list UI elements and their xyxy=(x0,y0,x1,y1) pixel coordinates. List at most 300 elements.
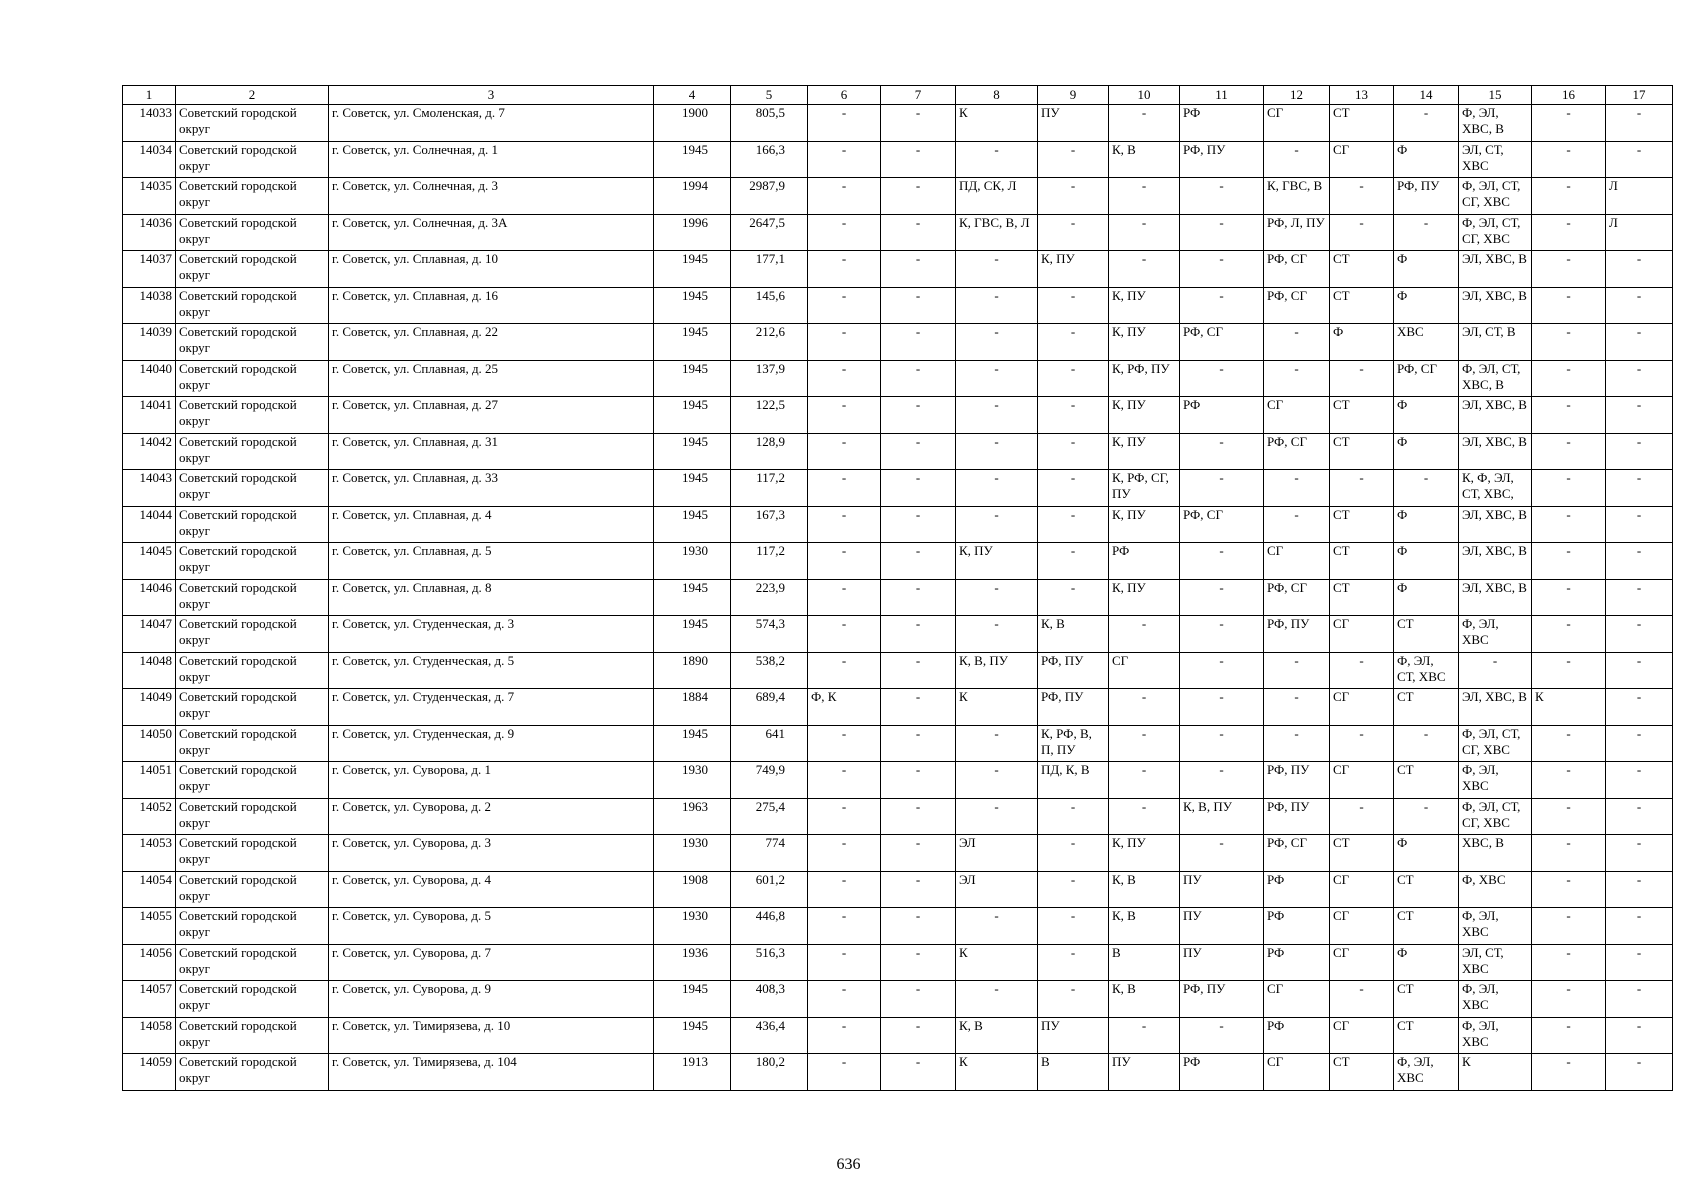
table-cell: г. Советск, ул. Суворова, д. 3 xyxy=(329,835,654,872)
table-row xyxy=(123,214,1673,251)
table-row xyxy=(123,579,1673,616)
table-cell: - xyxy=(1606,543,1673,580)
table-cell: г. Советск, ул. Сплавная, д. 22 xyxy=(329,324,654,361)
table-cell: - xyxy=(1606,470,1673,507)
table-cell: - xyxy=(956,506,1038,543)
table-cell: - xyxy=(956,725,1038,762)
table-cell: - xyxy=(1532,908,1606,945)
table-cell: ЭЛ, ХВС, В xyxy=(1459,433,1532,470)
table-cell: - xyxy=(1109,1017,1180,1054)
table-cell: г. Советск, ул. Сплавная, д. 10 xyxy=(329,251,654,288)
table-cell: К xyxy=(956,105,1038,142)
table-cell: - xyxy=(1180,579,1264,616)
table-cell: - xyxy=(808,908,881,945)
table-cell: Ф, ЭЛ, СТ, СГ, ХВС xyxy=(1459,798,1532,835)
table-row xyxy=(123,105,1673,142)
table-cell: - xyxy=(1330,178,1394,215)
table-row xyxy=(123,944,1673,981)
table-cell: 749,9 xyxy=(731,762,808,799)
table-cell: - xyxy=(1038,360,1109,397)
table-cell: - xyxy=(1180,1017,1264,1054)
table-cell: - xyxy=(1394,798,1459,835)
column-header: 11 xyxy=(1180,86,1264,105)
table-cell: 2647,5 xyxy=(731,214,808,251)
table-cell: РФ xyxy=(1264,871,1330,908)
table-cell: ЭЛ, ХВС, В xyxy=(1459,506,1532,543)
table-cell: 14049 xyxy=(123,689,176,726)
table-cell: РФ, СГ xyxy=(1264,433,1330,470)
table-cell: 14046 xyxy=(123,579,176,616)
table-cell: СГ xyxy=(1330,141,1394,178)
table-cell: - xyxy=(1180,433,1264,470)
table-cell: РФ, ПУ xyxy=(1394,178,1459,215)
table-cell: - xyxy=(1038,908,1109,945)
table-row xyxy=(123,652,1673,689)
table-cell: г. Советск, ул. Суворова, д. 9 xyxy=(329,981,654,1018)
table-cell: - xyxy=(808,944,881,981)
table-cell: 117,2 xyxy=(731,470,808,507)
table-row xyxy=(123,725,1673,762)
table-cell: РФ, СГ xyxy=(1264,287,1330,324)
table-cell: г. Советск, ул. Студенческая, д. 3 xyxy=(329,616,654,653)
table-cell: - xyxy=(956,798,1038,835)
table-cell: Советский городской округ xyxy=(176,981,329,1018)
table-cell: г. Советск, ул. Сплавная, д. 4 xyxy=(329,506,654,543)
table-cell: 538,2 xyxy=(731,652,808,689)
table-cell: - xyxy=(1532,1054,1606,1091)
table-cell: Советский городской округ xyxy=(176,762,329,799)
table-cell: - xyxy=(1180,543,1264,580)
table-cell: - xyxy=(956,579,1038,616)
table-cell: 1963 xyxy=(654,798,731,835)
table-cell: 137,9 xyxy=(731,360,808,397)
table-cell: СТ xyxy=(1330,1054,1394,1091)
table-cell: - xyxy=(956,981,1038,1018)
table-cell: - xyxy=(881,981,956,1018)
table-cell: СТ xyxy=(1394,616,1459,653)
column-header: 2 xyxy=(176,86,329,105)
table-cell: СТ xyxy=(1330,579,1394,616)
table-cell: 223,9 xyxy=(731,579,808,616)
table-cell: ПУ xyxy=(1038,1017,1109,1054)
table-cell: - xyxy=(1264,689,1330,726)
table-cell: - xyxy=(1038,287,1109,324)
table-cell: - xyxy=(1109,616,1180,653)
table-cell: - xyxy=(808,981,881,1018)
table-cell: ПУ xyxy=(1180,908,1264,945)
table-cell: 1945 xyxy=(654,141,731,178)
table-cell: - xyxy=(881,543,956,580)
table-cell: Ф xyxy=(1394,287,1459,324)
table-cell: - xyxy=(1038,506,1109,543)
table-cell: Ф xyxy=(1394,433,1459,470)
table-cell: К, ПУ xyxy=(1109,433,1180,470)
table-cell: 1945 xyxy=(654,981,731,1018)
table-cell: 14038 xyxy=(123,287,176,324)
table-cell: - xyxy=(881,178,956,215)
table-cell: Ф, ЭЛ, СТ, СГ, ХВС xyxy=(1459,214,1532,251)
table-cell: г. Советск, ул. Суворова, д. 4 xyxy=(329,871,654,908)
table-cell: 14051 xyxy=(123,762,176,799)
table-cell: - xyxy=(1109,762,1180,799)
table-cell: 1930 xyxy=(654,543,731,580)
table-cell: СГ xyxy=(1264,543,1330,580)
table-cell: 601,2 xyxy=(731,871,808,908)
table-cell: СТ xyxy=(1394,689,1459,726)
table-cell: СГ xyxy=(1264,397,1330,434)
table-cell: 14041 xyxy=(123,397,176,434)
table-cell: 1994 xyxy=(654,178,731,215)
table-cell: - xyxy=(808,835,881,872)
table-cell: Ф, К xyxy=(808,689,881,726)
table-cell: - xyxy=(1532,178,1606,215)
table-cell: г. Советск, ул. Солнечная, д. 1 xyxy=(329,141,654,178)
table-cell: РФ, ПУ xyxy=(1038,689,1109,726)
table-cell: 145,6 xyxy=(731,287,808,324)
table-cell: 1945 xyxy=(654,579,731,616)
table-cell: - xyxy=(1038,470,1109,507)
table-cell: - xyxy=(1180,835,1264,872)
table-cell: Советский городской округ xyxy=(176,1017,329,1054)
table-cell: - xyxy=(881,871,956,908)
table-cell: - xyxy=(1264,725,1330,762)
table-cell: г. Советск, ул. Студенческая, д. 5 xyxy=(329,652,654,689)
table-row xyxy=(123,470,1673,507)
table-cell: - xyxy=(1109,251,1180,288)
table-cell: - xyxy=(1330,652,1394,689)
table-cell: - xyxy=(1606,616,1673,653)
table-cell: - xyxy=(808,1054,881,1091)
table-cell: Советский городской округ xyxy=(176,360,329,397)
table-cell: 166,3 xyxy=(731,141,808,178)
table-cell: - xyxy=(1532,287,1606,324)
table-cell: 14059 xyxy=(123,1054,176,1091)
table-cell: - xyxy=(1038,981,1109,1018)
table-cell: РФ, ПУ xyxy=(1038,652,1109,689)
table-cell: - xyxy=(1109,178,1180,215)
column-header: 10 xyxy=(1109,86,1180,105)
column-header: 9 xyxy=(1038,86,1109,105)
table-cell: 2987,9 xyxy=(731,178,808,215)
table-row xyxy=(123,178,1673,215)
table-cell: ПД, СК, Л xyxy=(956,178,1038,215)
table-cell: - xyxy=(1038,214,1109,251)
table-cell: - xyxy=(808,214,881,251)
table-cell: 14042 xyxy=(123,433,176,470)
table-cell: Советский городской округ xyxy=(176,324,329,361)
table-cell: - xyxy=(956,251,1038,288)
table-cell: - xyxy=(808,543,881,580)
table-cell: Л xyxy=(1606,178,1673,215)
table-cell: - xyxy=(1264,324,1330,361)
table-cell: Советский городской округ xyxy=(176,251,329,288)
table-cell: - xyxy=(881,652,956,689)
table-cell: К, ПУ xyxy=(1109,287,1180,324)
table-cell: - xyxy=(1038,141,1109,178)
table-cell: К, РФ, В, П, ПУ xyxy=(1038,725,1109,762)
table-cell: - xyxy=(1180,214,1264,251)
table-cell: Советский городской округ xyxy=(176,214,329,251)
table-cell: Советский городской округ xyxy=(176,506,329,543)
table-cell: - xyxy=(1606,1054,1673,1091)
table-cell: РФ, ПУ xyxy=(1264,616,1330,653)
table-cell: К, ПУ xyxy=(956,543,1038,580)
table-cell: - xyxy=(1180,725,1264,762)
table-cell: - xyxy=(1180,287,1264,324)
table-cell: К, В, ПУ xyxy=(956,652,1038,689)
table-cell: 516,3 xyxy=(731,944,808,981)
table-header xyxy=(123,86,1673,105)
table-cell: РФ xyxy=(1180,1054,1264,1091)
table-cell: г. Советск, ул. Тимирязева, д. 104 xyxy=(329,1054,654,1091)
table-cell: - xyxy=(1532,470,1606,507)
table-cell: К, В, ПУ xyxy=(1180,798,1264,835)
table-cell: РФ, СГ xyxy=(1180,324,1264,361)
table-cell: 1945 xyxy=(654,360,731,397)
table-cell: 446,8 xyxy=(731,908,808,945)
table-cell: РФ xyxy=(1264,908,1330,945)
table-cell: - xyxy=(1394,725,1459,762)
table-cell: Ф xyxy=(1330,324,1394,361)
table-row xyxy=(123,908,1673,945)
table-cell: 1945 xyxy=(654,324,731,361)
table-cell: - xyxy=(1532,981,1606,1018)
table-row xyxy=(123,835,1673,872)
table-cell: ПУ xyxy=(1109,1054,1180,1091)
table-cell: СГ xyxy=(1330,944,1394,981)
table-cell: - xyxy=(1532,725,1606,762)
table-cell: ЭЛ xyxy=(956,835,1038,872)
table-cell: Советский городской округ xyxy=(176,178,329,215)
table-cell: 128,9 xyxy=(731,433,808,470)
column-header: 15 xyxy=(1459,86,1532,105)
table-cell: - xyxy=(1038,835,1109,872)
table-cell: - xyxy=(1038,543,1109,580)
table-cell: СТ xyxy=(1394,908,1459,945)
column-header: 5 xyxy=(731,86,808,105)
table-cell: СТ xyxy=(1394,981,1459,1018)
table-cell: ПУ xyxy=(1180,944,1264,981)
table-cell: К, В xyxy=(1109,141,1180,178)
table-body xyxy=(123,105,1673,1091)
table-cell: РФ, Л, ПУ xyxy=(1264,214,1330,251)
table-cell: К xyxy=(956,689,1038,726)
column-header: 7 xyxy=(881,86,956,105)
table-cell: - xyxy=(956,908,1038,945)
table-cell: - xyxy=(1606,689,1673,726)
table-cell: РФ, СГ xyxy=(1180,506,1264,543)
table-cell: Ф, ЭЛ, СТ, ХВС xyxy=(1394,652,1459,689)
table-cell: - xyxy=(956,470,1038,507)
table-cell: - xyxy=(1330,725,1394,762)
table-cell: - xyxy=(808,251,881,288)
table-cell: Советский городской округ xyxy=(176,141,329,178)
table-row xyxy=(123,689,1673,726)
table-cell: - xyxy=(1330,360,1394,397)
table-cell: ПУ xyxy=(1180,871,1264,908)
table-cell: 1930 xyxy=(654,908,731,945)
table-cell: - xyxy=(1109,105,1180,142)
table-cell: 122,5 xyxy=(731,397,808,434)
table-cell: - xyxy=(1606,652,1673,689)
table-cell: 275,4 xyxy=(731,798,808,835)
table-cell: 14047 xyxy=(123,616,176,653)
table-cell: К, ПУ xyxy=(1109,397,1180,434)
table-cell: - xyxy=(1606,360,1673,397)
table-cell: - xyxy=(1109,214,1180,251)
table-cell: - xyxy=(881,506,956,543)
table-cell: - xyxy=(1330,214,1394,251)
table-cell: 14058 xyxy=(123,1017,176,1054)
table-cell: СТ xyxy=(1330,506,1394,543)
table-cell: СГ xyxy=(1330,616,1394,653)
table-cell: Ф, ЭЛ, ХВС xyxy=(1459,616,1532,653)
table-cell: г. Советск, ул. Сплавная, д. 31 xyxy=(329,433,654,470)
table-cell: - xyxy=(1532,616,1606,653)
table-cell: г. Советск, ул. Сплавная, д. 8 xyxy=(329,579,654,616)
table-cell: - xyxy=(1330,798,1394,835)
table-cell: - xyxy=(881,579,956,616)
table-cell: 212,6 xyxy=(731,324,808,361)
table-cell: ЭЛ, ХВС, В xyxy=(1459,689,1532,726)
table-cell: - xyxy=(1532,835,1606,872)
column-header: 12 xyxy=(1264,86,1330,105)
table-cell: - xyxy=(1459,652,1532,689)
table-cell: 408,3 xyxy=(731,981,808,1018)
table-row xyxy=(123,287,1673,324)
table-cell: СТ xyxy=(1394,871,1459,908)
table-cell: Советский городской округ xyxy=(176,287,329,324)
table-cell: - xyxy=(1532,397,1606,434)
table-cell: г. Советск, ул. Суворова, д. 7 xyxy=(329,944,654,981)
table-cell: - xyxy=(1180,616,1264,653)
table-cell: - xyxy=(1330,470,1394,507)
table-cell: г. Советск, ул. Тимирязева, д. 10 xyxy=(329,1017,654,1054)
table-cell: - xyxy=(808,616,881,653)
table-cell: г. Советск, ул. Солнечная, д. 3 xyxy=(329,178,654,215)
table-cell: Ф, ЭЛ, ХВС xyxy=(1459,981,1532,1018)
table-cell: 1900 xyxy=(654,105,731,142)
table-row xyxy=(123,506,1673,543)
table-cell: ЭЛ, СТ, В xyxy=(1459,324,1532,361)
table-cell: Ф, ЭЛ, СТ, СГ, ХВС xyxy=(1459,725,1532,762)
table-cell: К, В xyxy=(1109,908,1180,945)
table-cell: - xyxy=(1109,689,1180,726)
table-cell: - xyxy=(1606,397,1673,434)
table-cell: - xyxy=(1038,178,1109,215)
table-cell: - xyxy=(808,287,881,324)
table-cell: К, РФ, СГ, ПУ xyxy=(1109,470,1180,507)
table-cell: СГ xyxy=(1109,652,1180,689)
table-cell: 1945 xyxy=(654,616,731,653)
table-cell: - xyxy=(1038,397,1109,434)
table-row xyxy=(123,1017,1673,1054)
table-cell: РФ xyxy=(1180,105,1264,142)
table-cell: СГ xyxy=(1264,981,1330,1018)
table-cell: - xyxy=(808,652,881,689)
table-cell: ХВС xyxy=(1394,324,1459,361)
column-header: 14 xyxy=(1394,86,1459,105)
table-cell: - xyxy=(1264,506,1330,543)
table-cell: - xyxy=(808,178,881,215)
table-cell: Ф xyxy=(1394,835,1459,872)
table-cell: Ф, ХВС xyxy=(1459,871,1532,908)
table-cell: 1890 xyxy=(654,652,731,689)
table-cell: СГ xyxy=(1330,762,1394,799)
table-cell: РФ xyxy=(1180,397,1264,434)
column-header: 8 xyxy=(956,86,1038,105)
table-cell: - xyxy=(1532,433,1606,470)
table-cell: - xyxy=(1606,433,1673,470)
table-cell: ПД, К, В xyxy=(1038,762,1109,799)
table-cell: - xyxy=(808,105,881,142)
table-cell: - xyxy=(881,141,956,178)
table-cell: - xyxy=(881,324,956,361)
table-cell: - xyxy=(1264,652,1330,689)
table-cell: 1996 xyxy=(654,214,731,251)
table-cell: г. Советск, ул. Суворова, д. 2 xyxy=(329,798,654,835)
table-row xyxy=(123,871,1673,908)
table-cell: Ф, ЭЛ, ХВС xyxy=(1459,762,1532,799)
table-cell: Л xyxy=(1606,214,1673,251)
table-cell: К, РФ, ПУ xyxy=(1109,360,1180,397)
table-cell: Ф, ЭЛ, ХВС xyxy=(1394,1054,1459,1091)
table-cell: - xyxy=(1532,944,1606,981)
table-cell: К xyxy=(1459,1054,1532,1091)
column-header: 13 xyxy=(1330,86,1394,105)
table-cell: - xyxy=(808,725,881,762)
table-cell: - xyxy=(881,287,956,324)
table-cell: СГ xyxy=(1264,105,1330,142)
table-cell: 1945 xyxy=(654,506,731,543)
table-cell: - xyxy=(1606,141,1673,178)
table-cell: - xyxy=(1330,981,1394,1018)
table-cell: ЭЛ, ХВС, В xyxy=(1459,397,1532,434)
table-cell: 1945 xyxy=(654,397,731,434)
table-cell: г. Советск, ул. Суворова, д. 5 xyxy=(329,908,654,945)
table-cell: 14054 xyxy=(123,871,176,908)
table-cell: - xyxy=(956,324,1038,361)
table-row xyxy=(123,798,1673,835)
table-cell: Советский городской округ xyxy=(176,433,329,470)
table-row xyxy=(123,360,1673,397)
table-cell: ЭЛ, ХВС, В xyxy=(1459,251,1532,288)
table-cell: 1945 xyxy=(654,287,731,324)
table-cell: - xyxy=(956,433,1038,470)
table-cell: 14034 xyxy=(123,141,176,178)
table-cell: - xyxy=(1394,214,1459,251)
table-cell: - xyxy=(808,433,881,470)
table-cell: 1936 xyxy=(654,944,731,981)
table-cell: - xyxy=(1532,105,1606,142)
table-cell: - xyxy=(808,470,881,507)
table-cell: К, ПУ xyxy=(1038,251,1109,288)
table-cell: Советский городской округ xyxy=(176,944,329,981)
table-cell: - xyxy=(1606,944,1673,981)
table-cell: 1945 xyxy=(654,1017,731,1054)
table-cell: 14036 xyxy=(123,214,176,251)
table-cell: - xyxy=(1038,579,1109,616)
table-cell: 14039 xyxy=(123,324,176,361)
table-cell: г. Советск, ул. Сплавная, д. 16 xyxy=(329,287,654,324)
table-cell: 14045 xyxy=(123,543,176,580)
table-cell: К, ПУ xyxy=(1109,324,1180,361)
table-cell: К, Ф, ЭЛ, СТ, ХВС, xyxy=(1459,470,1532,507)
table-cell: СТ xyxy=(1330,397,1394,434)
table-cell: - xyxy=(881,214,956,251)
table-cell: РФ, СГ xyxy=(1264,835,1330,872)
table-cell: - xyxy=(881,1054,956,1091)
